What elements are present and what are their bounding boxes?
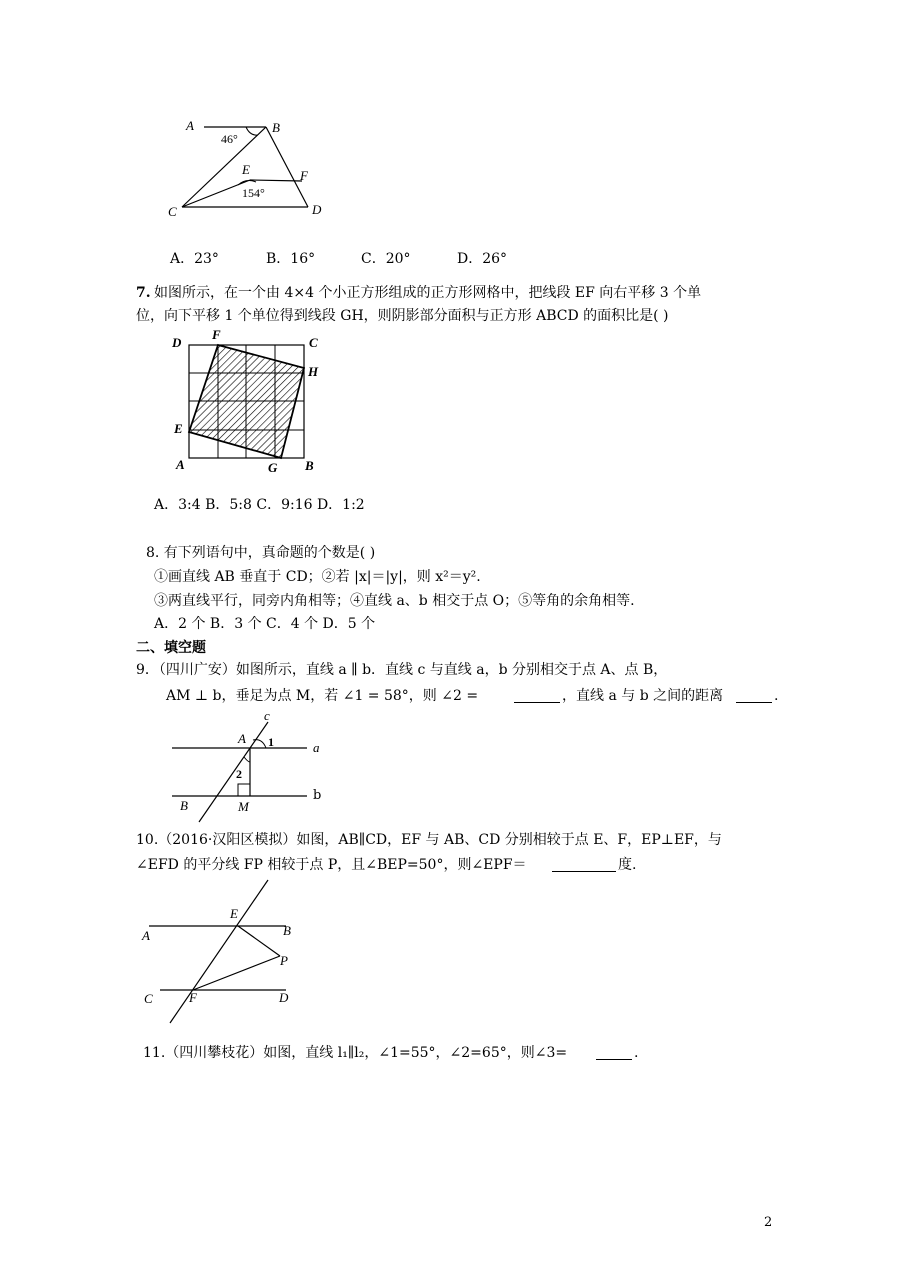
q11-text-end: . (634, 1045, 639, 1061)
q6-option-b: B．16° (266, 251, 316, 267)
page-number: 2 (764, 1215, 773, 1230)
q9-text-line2b: ，直线 a 与 b 之间的距离 (562, 688, 724, 704)
point-label-B: B (305, 458, 314, 473)
point-label-E: E (230, 906, 238, 921)
point-label-F: F (212, 327, 221, 342)
point-label-B: B (283, 923, 291, 938)
q11-text: 11.（四川攀枝花）如图，直线 l₁∥l₂，∠1=55°，∠2=65°，则∠3= (143, 1045, 568, 1061)
point-label-A: A (186, 118, 194, 133)
point-label-B: B (180, 798, 188, 813)
angle-label-46: 46° (221, 132, 238, 146)
point-label-M: M (238, 799, 249, 814)
point-label-C: C (309, 335, 318, 350)
point-label-D: D (312, 202, 322, 217)
section-heading-fill-in: 二、填空题 (136, 640, 206, 656)
point-label-G: G (268, 460, 278, 475)
q8-text-line2: ①画直线 AB 垂直于 CD；②若 |x|＝|y|，则 x²＝y². (154, 569, 481, 585)
q6-option-a: A．23° (170, 251, 219, 267)
point-label-A: A (142, 928, 150, 943)
q6-option-d: D．26° (457, 251, 508, 267)
q9-text-line1: 9．（四川广安）如图所示，直线 a ∥ b．直线 c 与直线 a，b 分别相交于点 A、点 B， (136, 662, 668, 678)
point-label-D: D (172, 335, 182, 350)
q9-text-line2a: AM ⊥ b，垂足为点 M，若 ∠1 = 58°，则 ∠2 = (166, 688, 479, 704)
q7-text-line2: 位，向下平移 1 个单位得到线段 GH，则阴影部分面积与正方形 ABCD 的面积比是( ) (136, 308, 669, 324)
q11-blank-angle3[interactable] (596, 1045, 632, 1060)
point-label-A: A (238, 731, 246, 746)
q10-text-line1: 10.（2016·汉阳区模拟）如图，AB∥CD，EF 与 AB、CD 分别相较于点 E、F，EP⊥EF，与 (136, 832, 722, 848)
point-label-P: P (280, 953, 288, 968)
line-label-a: a (313, 740, 320, 755)
point-label-E: E (242, 162, 250, 177)
line-label-b: b (313, 788, 322, 803)
point-label-A: A (176, 457, 185, 472)
q8-text-line3: ③两直线平行，同旁内角相等；④直线 a、b 相交于点 O；⑤等角的余角相等. (154, 593, 635, 609)
q7-options: A．3:4 B．5:8 C．9:16 D．1:2 (154, 497, 365, 513)
angle-label-2: 2 (236, 767, 242, 781)
angle-label-154: 154° (242, 186, 265, 200)
point-label-H: H (308, 364, 319, 379)
q8-text-line1: 8. 有下列语句中，真命题的个数是( ) (146, 545, 376, 561)
point-label-F: F (189, 990, 197, 1005)
point-label-C: C (144, 991, 153, 1006)
q7-text-line1: 如图所示，在一个由 4×4 个小正方形组成的正方形网格中，把线段 EF 向右平移 3 个单 (154, 285, 702, 301)
point-label-E: E (174, 421, 183, 436)
point-label-C: C (168, 204, 177, 219)
q7-number: 7. (136, 285, 151, 301)
point-label-D: D (279, 990, 289, 1005)
q8-options: A．2 个 B．3 个 C．4 个 D．5 个 (154, 616, 376, 632)
q9-text-line2c: . (774, 688, 779, 704)
angle-label-1: 1 (268, 735, 274, 749)
point-label-F: F (300, 168, 308, 183)
point-label-B: B (272, 120, 280, 135)
line-label-c: c (264, 708, 270, 723)
q10-text-line2a: ∠EFD 的平分线 FP 相较于点 P，且∠BEP=50°，则∠EPF＝ (136, 857, 527, 873)
q6-option-c: C．20° (361, 251, 411, 267)
q10-text-line2b: 度. (618, 857, 637, 873)
